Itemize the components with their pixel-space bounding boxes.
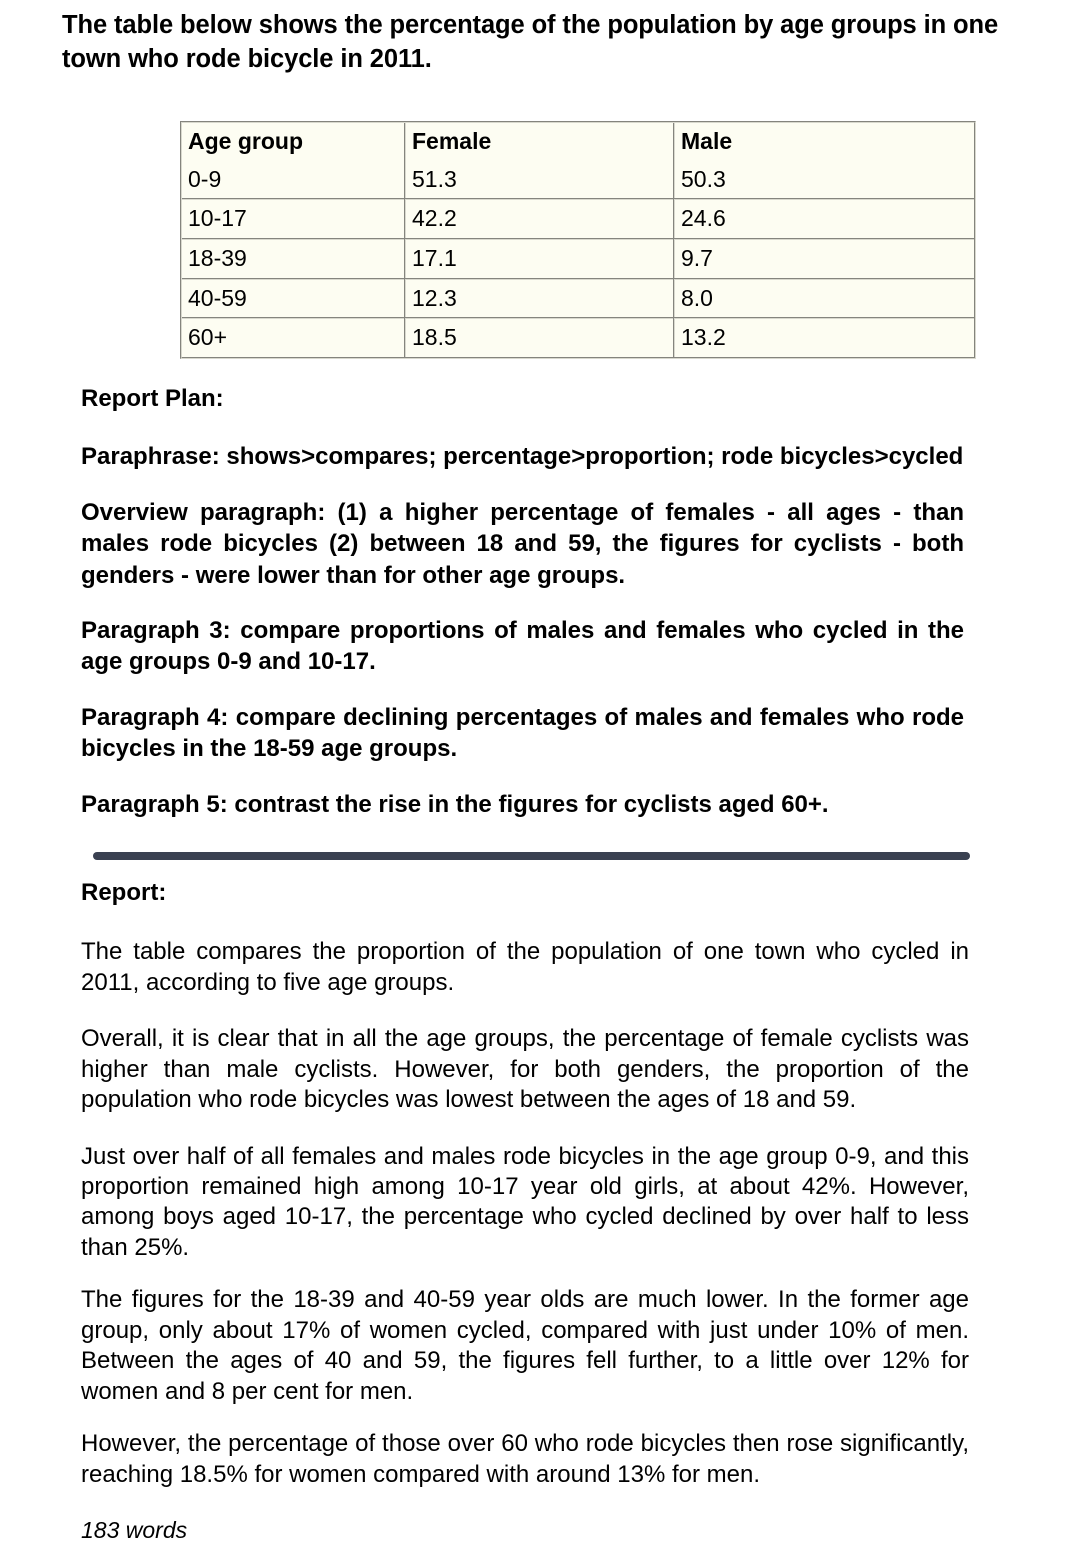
table-body xyxy=(182,161,974,357)
cell-male: 50.3 xyxy=(673,161,974,199)
plan-paraphrase: Paraphrase: shows>compares; percentage>proportion; rode bicycles>cycled xyxy=(81,443,964,471)
report-paragraph-5: However, the percentage of those over 60 who rode bicycles then rose significantly, reaching 18.5% for women compared with around 13% for men. xyxy=(81,1430,969,1488)
table-row xyxy=(182,198,974,238)
report-plan-section xyxy=(81,383,964,820)
column-header-female: Female xyxy=(404,123,673,161)
cell-male: 9.7 xyxy=(673,238,974,278)
table-row xyxy=(182,317,974,357)
cell-male: 8.0 xyxy=(673,278,974,318)
cell-age-group: 0-9 xyxy=(182,161,404,199)
task-prompt-title: The table below shows the percentage of the population by age groups in one town who rode bicycle in 2011. xyxy=(62,11,999,73)
table-row xyxy=(182,278,974,318)
table-row xyxy=(182,238,974,278)
cell-age-group: 40-59 xyxy=(182,278,404,318)
cell-male: 24.6 xyxy=(673,198,974,238)
cell-female: 17.1 xyxy=(404,238,673,278)
cell-female: 12.3 xyxy=(404,278,673,318)
cell-female: 51.3 xyxy=(404,161,673,199)
plan-paragraph-3: Paragraph 3: compare proportions of males and females who cycled in the age groups 0-9 and 10-17. xyxy=(81,616,964,676)
cell-female: 42.2 xyxy=(404,198,673,238)
cell-age-group: 60+ xyxy=(182,317,404,357)
cell-age-group: 10-17 xyxy=(182,198,404,238)
column-header-age-group: Age group xyxy=(182,123,404,161)
cell-age-group: 18-39 xyxy=(182,238,404,278)
report-plan-heading: Report Plan: xyxy=(81,385,224,412)
cell-female: 18.5 xyxy=(404,317,673,357)
report-heading: Report: xyxy=(81,879,167,906)
population-cycling-table xyxy=(180,121,976,359)
table-header-row xyxy=(182,123,974,161)
cell-male: 13.2 xyxy=(673,317,974,357)
column-header-male: Male xyxy=(673,123,974,161)
report-paragraph-3: Just over half of all females and males rode bicycles in the age group 0-9, and this proportion remained high among 10-17 year old girls, at about 42%. However, among boys aged 10-17, the percentage who cycled declined by over half to less than 25%. xyxy=(81,1142,969,1261)
report-paragraph-2: Overall, it is clear that in all the age groups, the percentage of female cyclists was higher than male cyclists. However, for both genders, the proportion of the population who rode bicycles was lowest between the ages of 18 and 59. xyxy=(81,1025,969,1114)
word-count-label: 183 words xyxy=(81,1517,188,1544)
report-paragraph-1: The table compares the proportion of the population of one town who cycled in 2011, according to five age groups. xyxy=(81,938,969,996)
plan-overview-paragraph: Overview paragraph: (1) a higher percentage of females - all ages - than males rode bicycles (2) between 18 and 59, the figures for cyclists - both genders - were lower than for other age groups. xyxy=(81,498,964,589)
report-paragraph-4: The figures for the 18-39 and 40-59 year olds are much lower. In the former age group, only about 17% of women cycled, compared with just under 10% of men. Between the ages of 40 and 59, the figures fell further, to a little over 12% for women and 8 per cent for men. xyxy=(81,1286,969,1405)
table-header xyxy=(182,123,974,161)
plan-paragraph-4: Paragraph 4: compare declining percentages of males and females who rode bicycles in the 18-59 age groups. xyxy=(81,703,964,763)
plan-paragraph-5: Paragraph 5: contrast the rise in the figures for cyclists aged 60+. xyxy=(81,790,829,818)
report-section xyxy=(81,877,969,1546)
section-divider xyxy=(93,852,970,860)
table-row xyxy=(182,161,974,199)
data-table-container xyxy=(180,121,950,359)
